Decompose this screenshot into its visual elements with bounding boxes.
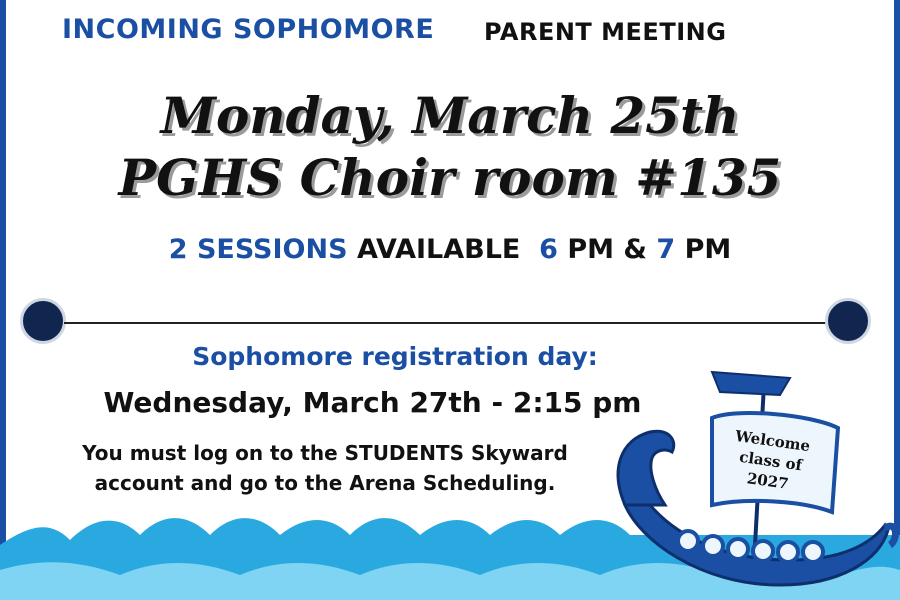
- sessions-word: SESSIONS: [196, 234, 348, 265]
- registration-date: Wednesday, March 27th - 2:15 pm: [103, 386, 642, 419]
- sessions-available: AVAILABLE: [356, 234, 521, 265]
- ship-sign-line-1: Welcome: [734, 426, 812, 456]
- sessions-count: 2: [168, 234, 188, 265]
- instructions-line-1: You must log on to the STUDENTS Skyward: [82, 441, 568, 465]
- header-title-blue: INCOMING SOPHOMORE: [62, 14, 435, 45]
- session-pm-2: PM: [684, 234, 732, 265]
- header-title-black: PARENT MEETING: [484, 18, 727, 46]
- ship-sign-line-3: 2027: [745, 469, 790, 493]
- registration-heading: Sophomore registration day:: [192, 342, 598, 371]
- session-pm-1: PM &: [567, 234, 647, 265]
- instructions-line-2: account and go to the Arena Scheduling.: [94, 471, 556, 495]
- event-location: PGHS Choir room #135: [118, 148, 782, 207]
- ship-sign-line-2: class of: [738, 447, 804, 475]
- session-time-2: 7: [656, 234, 676, 265]
- session-time-1: 6: [539, 234, 558, 265]
- event-date: Monday, March 25th: [160, 86, 740, 145]
